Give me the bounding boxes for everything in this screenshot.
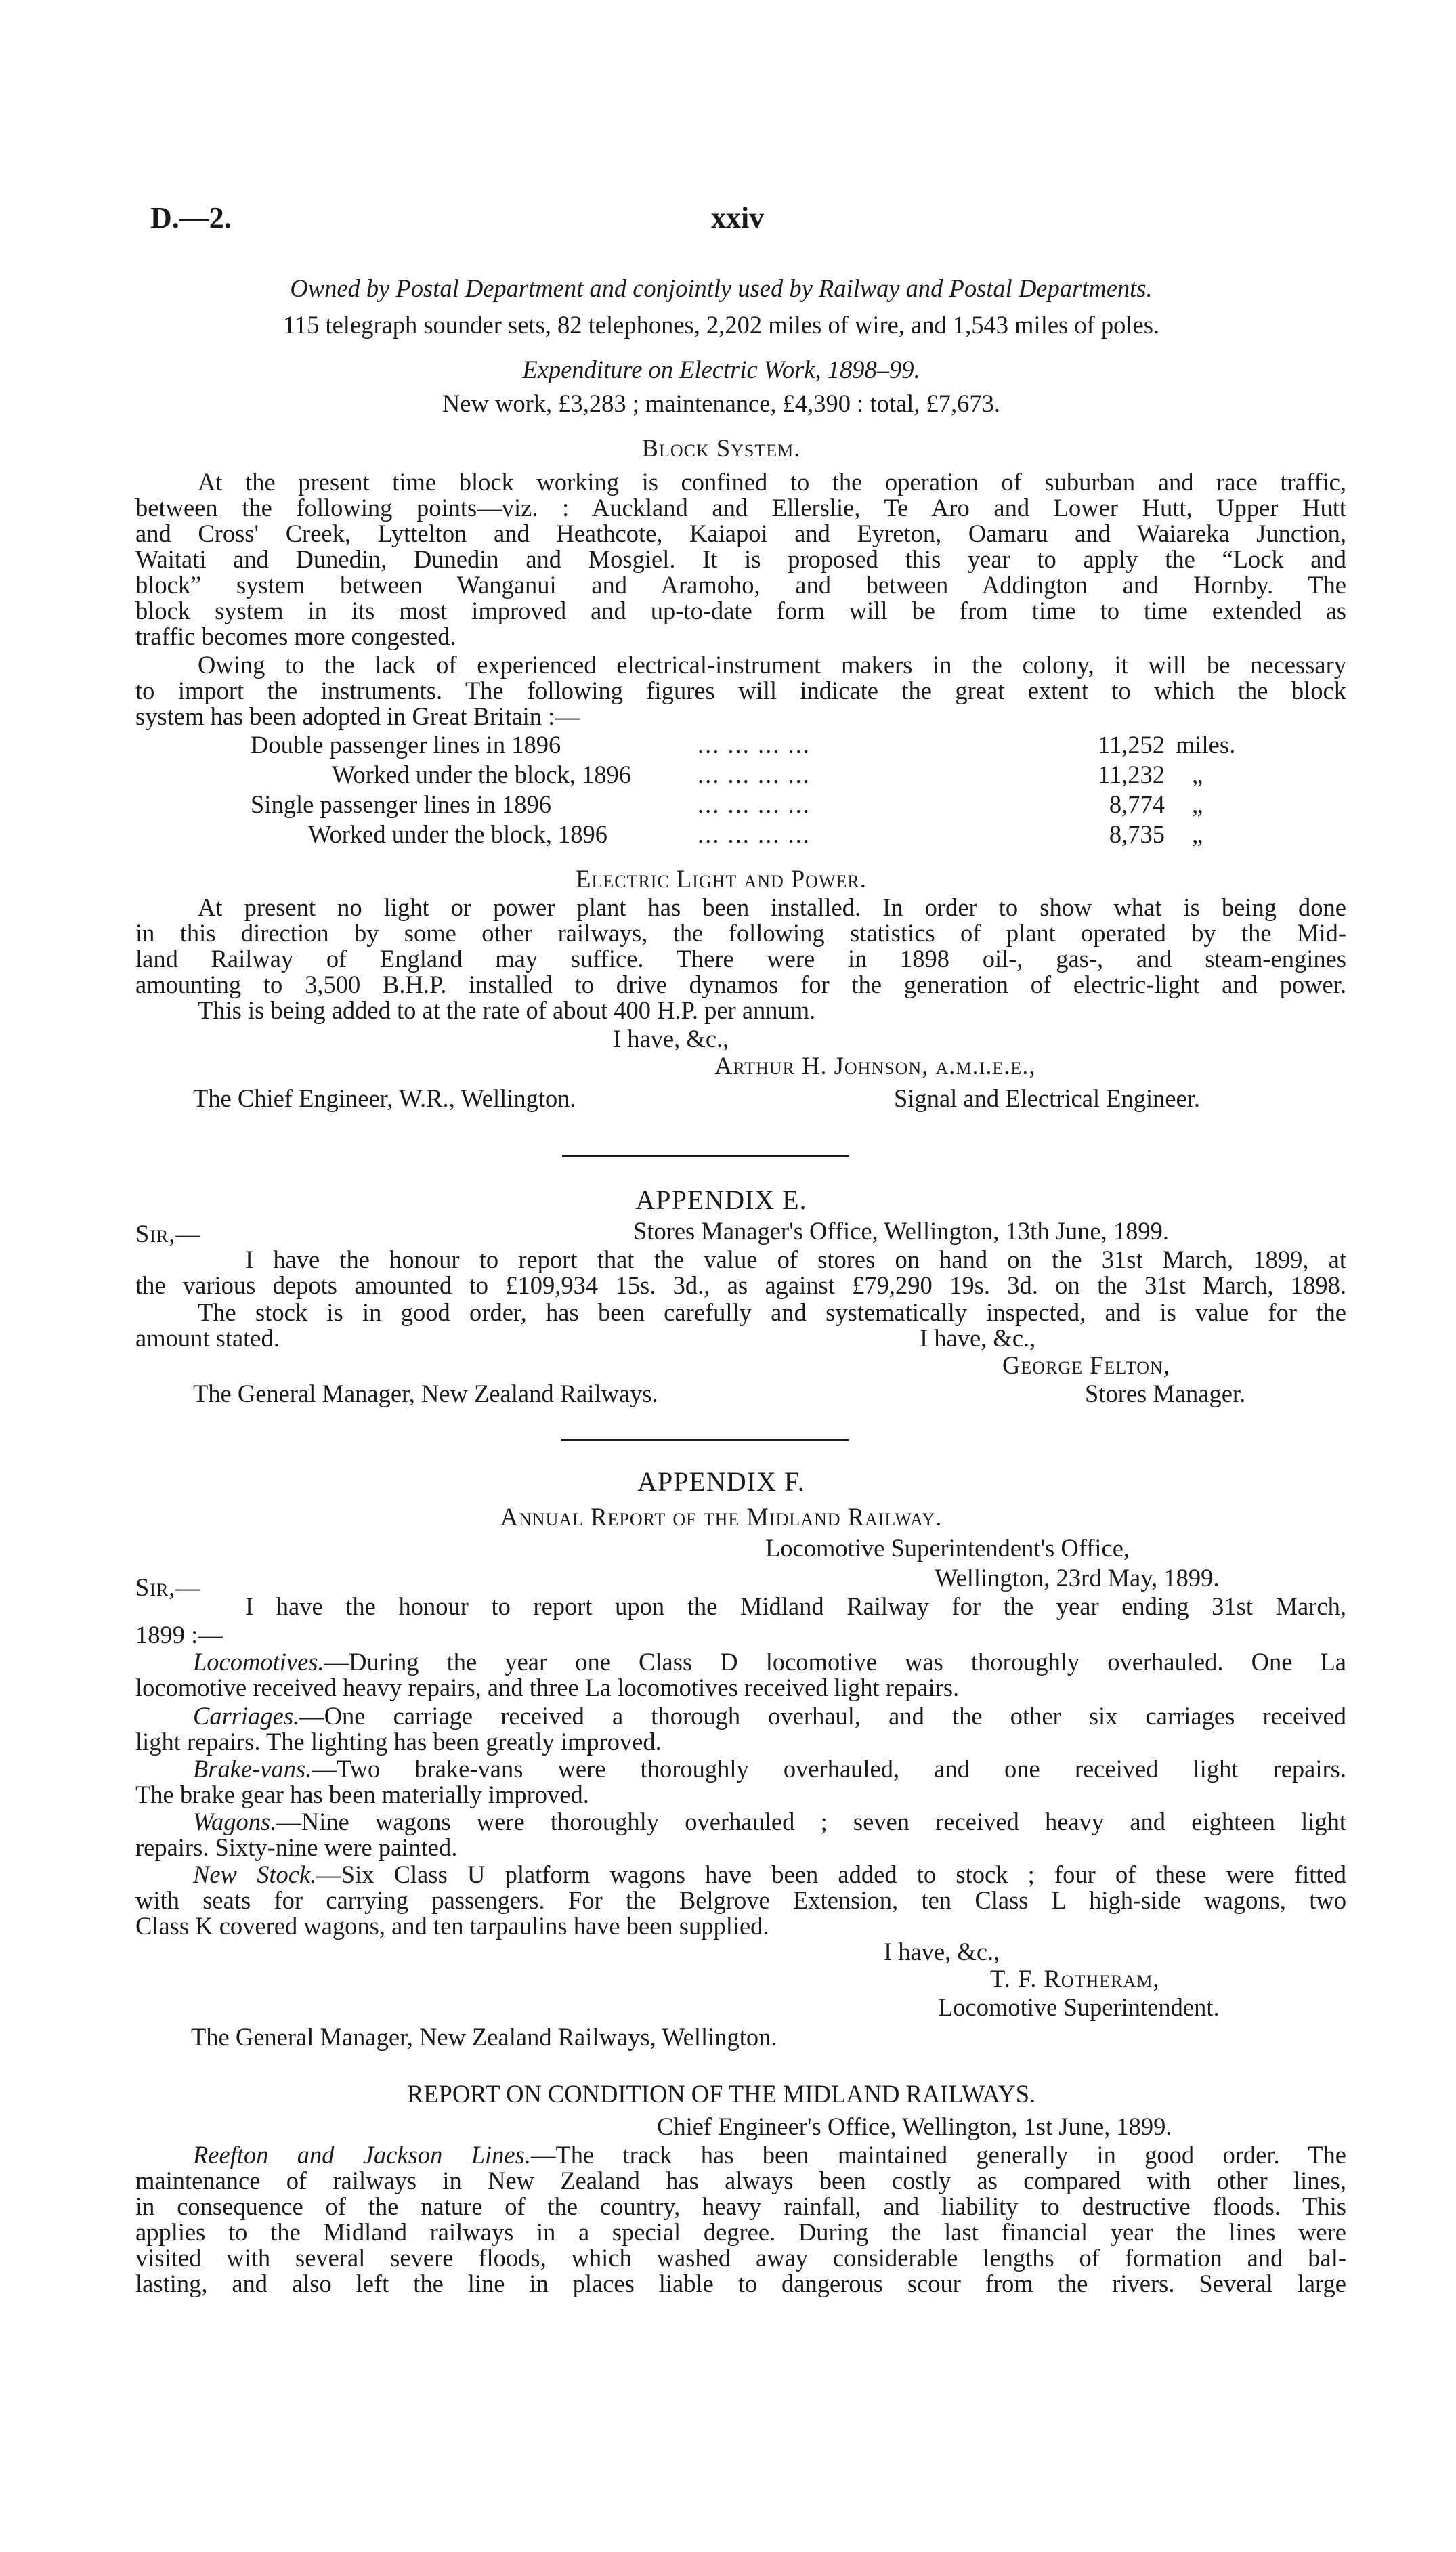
row-value: 8,735	[1109, 820, 1165, 848]
closing: I have, &c.,	[920, 1324, 1036, 1352]
row-unit: miles.	[1176, 731, 1236, 759]
item-title: Locomotives.	[193, 1648, 324, 1676]
text-line: This is being added to at the rate of about 400 H.P. per annum.	[198, 996, 816, 1024]
condition-report-heading: REPORT ON CONDITION OF THE MIDLAND RAILWAYS.	[406, 2080, 1036, 2108]
signatory-name: George Felton,	[1002, 1351, 1170, 1379]
text-line: At present no light or power plant has been installed. In order to show what is being done	[198, 893, 1346, 921]
text-line: light repairs. The lighting has been greatly improved.	[135, 1728, 662, 1756]
text-line: and Cross' Creek, Lyttelton and Heathcote, Kaiapoi and Eyreton, Oamaru and Waiareka Junction,	[135, 519, 1346, 547]
text-line: repairs. Sixty-nine were painted.	[135, 1833, 458, 1861]
item-text: —Nine wagons were thoroughly overhauled ; seven received heavy and eighteen light	[276, 1808, 1346, 1835]
text-line: land Railway of England may suffice. There were in 1898 oil-, gas-, and steam-engines	[135, 945, 1346, 973]
text-line: system has been adopted in Great Britain :—	[135, 702, 580, 730]
office-line: Locomotive Superintendent's Office,	[765, 1534, 1130, 1562]
text-line: applies to the Midland railways in a special degree. During the last financial year the lines were	[135, 2218, 1346, 2246]
text-line: traffic becomes more congested.	[135, 622, 456, 650]
text-line: visited with several severe floods, which washed away considerable lengths of formation and bal-	[135, 2244, 1346, 2272]
doc-reference: D.—2.	[150, 201, 232, 234]
item-title: Brake-vans.	[193, 1755, 312, 1783]
row-unit: „	[1192, 761, 1203, 788]
signatory-title: Stores Manager.	[1085, 1380, 1246, 1407]
item-text: —The track has been maintained generally in good order. The	[530, 2141, 1346, 2169]
electric-light-heading: Electric Light and Power.	[576, 865, 867, 893]
appendix-f-heading: APPENDIX F.	[637, 1466, 805, 1497]
text-line: The brake gear has been materially improved.	[135, 1781, 589, 1808]
item-title: Carriages.	[193, 1702, 300, 1730]
item-text: —During the year one Class D locomotive was thoroughly overhauled. One La	[324, 1648, 1346, 1676]
signatory-title: Signal and Electrical Engineer.	[894, 1084, 1201, 1112]
section-divider	[562, 1155, 849, 1157]
appendix-e-heading: APPENDIX E.	[635, 1185, 807, 1215]
text-line: lasting, and also left the line in places liable to dangerous scour from the rivers. Several large	[135, 2270, 1346, 2297]
leader-dots: ... ... ... ...	[698, 761, 811, 788]
text-line: I have the honour to report upon the Midland Railway for the year ending 31st March,	[245, 1592, 1346, 1620]
item-text: —One carriage received a thorough overhaul, and the other six carriages received	[299, 1702, 1346, 1730]
text-line: amounting to 3,500 B.H.P. installed to drive dynamos for the generation of electric-light and power.	[135, 971, 1346, 998]
text-line: between the following points—viz. : Auckland and Ellerslie, Te Aro and Lower Hutt, Upper Hutt	[135, 494, 1346, 522]
text-line: the various depots amounted to £109,934 15s. 3d., as against £79,290 19s. 3d. on the 31st March, 1898.	[135, 1271, 1346, 1299]
row-unit: „	[1192, 820, 1203, 848]
closing: I have, &c.,	[884, 1938, 1000, 1965]
item-title: New Stock.	[193, 1860, 317, 1888]
row-value: 8,774	[1109, 790, 1165, 818]
office-date: Wellington, 23rd May, 1899.	[935, 1564, 1220, 1592]
signatory-name: Arthur H. Johnson, a.m.i.e.e.,	[714, 1052, 1036, 1080]
text-line: to import the instruments. The following figures will indicate the great extent to which the block	[135, 677, 1346, 704]
owned-stats: 115 telegraph sounder sets, 82 telephones, 2,202 miles of wire, and 1,543 miles of poles.	[282, 311, 1160, 339]
location-date: Stores Manager's Office, Wellington, 13th June, 1899.	[633, 1217, 1169, 1245]
text-line: in this direction by some other railways, the following statistics of plant operated by the Mid-	[135, 919, 1346, 947]
item-title: Reefton and Jackson Lines.	[193, 2141, 531, 2169]
text-line: I have the honour to report that the value of stores on hand on the 31st March, 1899, at	[245, 1246, 1346, 1273]
text-line: Class K covered wagons, and ten tarpaulins have been supplied.	[135, 1912, 769, 1940]
leader-dots: ... ... ... ...	[698, 820, 811, 848]
leader-dots: ... ... ... ...	[698, 731, 811, 759]
salutation: Sir,—	[135, 1220, 201, 1248]
block-system-heading: Block System.	[641, 434, 801, 462]
page-number: xxiv	[711, 201, 765, 234]
text-line: amount stated.	[135, 1324, 280, 1352]
item-text: —Two brake-vans were thoroughly overhauled, and one received light repairs.	[312, 1755, 1346, 1783]
location-date: Chief Engineer's Office, Wellington, 1st June, 1899.	[657, 2112, 1172, 2140]
row-label: Worked under the block, 1896	[308, 820, 608, 848]
row-label: Double passenger lines in 1896	[251, 731, 561, 759]
text-line: block system in its most improved and up-to-date form will be from time to time extended as	[135, 597, 1346, 624]
item-text: —Six Class U platform wagons have been added to stock ; four of these were fitted	[316, 1860, 1346, 1888]
addressee: The General Manager, New Zealand Railways, Wellington.	[191, 2023, 777, 2051]
section-divider	[561, 1439, 849, 1441]
owned-heading: Owned by Postal Department and conjointly used by Railway and Postal Departments.	[290, 274, 1153, 302]
text-line: The stock is in good order, has been carefully and systematically inspected, and is value for the	[198, 1298, 1346, 1326]
text-line: locomotive received heavy repairs, and three La locomotives received light repairs.	[135, 1674, 960, 1701]
text-line: At the present time block working is confined to the operation of suburban and race traffic,	[198, 468, 1346, 496]
text-line: 1899 :—	[135, 1621, 223, 1649]
text-line: block” system between Wanganui and Aramoho, and between Addington and Hornby. The	[135, 571, 1346, 599]
text-line: maintenance of railways in New Zealand has always been costly as compared with other lines,	[135, 2167, 1346, 2194]
row-value: 11,252	[1097, 731, 1165, 759]
text-line: in consequence of the nature of the country, heavy rainfall, and liability to destructive floods. This	[135, 2192, 1346, 2220]
text-line: Waitati and Dunedin, Dunedin and Mosgiel. It is proposed this year to apply the “Lock and	[135, 545, 1346, 573]
leader-dots: ... ... ... ...	[698, 790, 811, 818]
expenditure-text: New work, £3,283 ; maintenance, £4,390 : total, £7,673.	[442, 389, 1001, 417]
text-line: Owing to the lack of experienced electrical-instrument makers in the colony, it will be necessary	[198, 651, 1346, 679]
text-line: with seats for carrying passengers. For the Belgrove Extension, ten Class L high-side wagons, two	[135, 1886, 1346, 1914]
expenditure-heading: Expenditure on Electric Work, 1898–99.	[522, 356, 920, 383]
row-value: 11,232	[1097, 761, 1165, 788]
row-unit: „	[1192, 790, 1203, 818]
salutation: Sir,—	[135, 1573, 201, 1601]
appendix-f-subheading: Annual Report of the Midland Railway.	[500, 1503, 943, 1531]
addressee: The Chief Engineer, W.R., Wellington.	[193, 1084, 576, 1112]
signatory-name: T. F. Rotheram,	[990, 1965, 1160, 1993]
addressee: The General Manager, New Zealand Railways.	[193, 1380, 658, 1407]
item-title: Wagons.	[193, 1808, 277, 1835]
closing: I have, &c.,	[613, 1025, 729, 1052]
signatory-title: Locomotive Superintendent.	[938, 1993, 1220, 2021]
row-label: Single passenger lines in 1896	[251, 790, 552, 818]
row-label: Worked under the block, 1896	[332, 761, 632, 788]
